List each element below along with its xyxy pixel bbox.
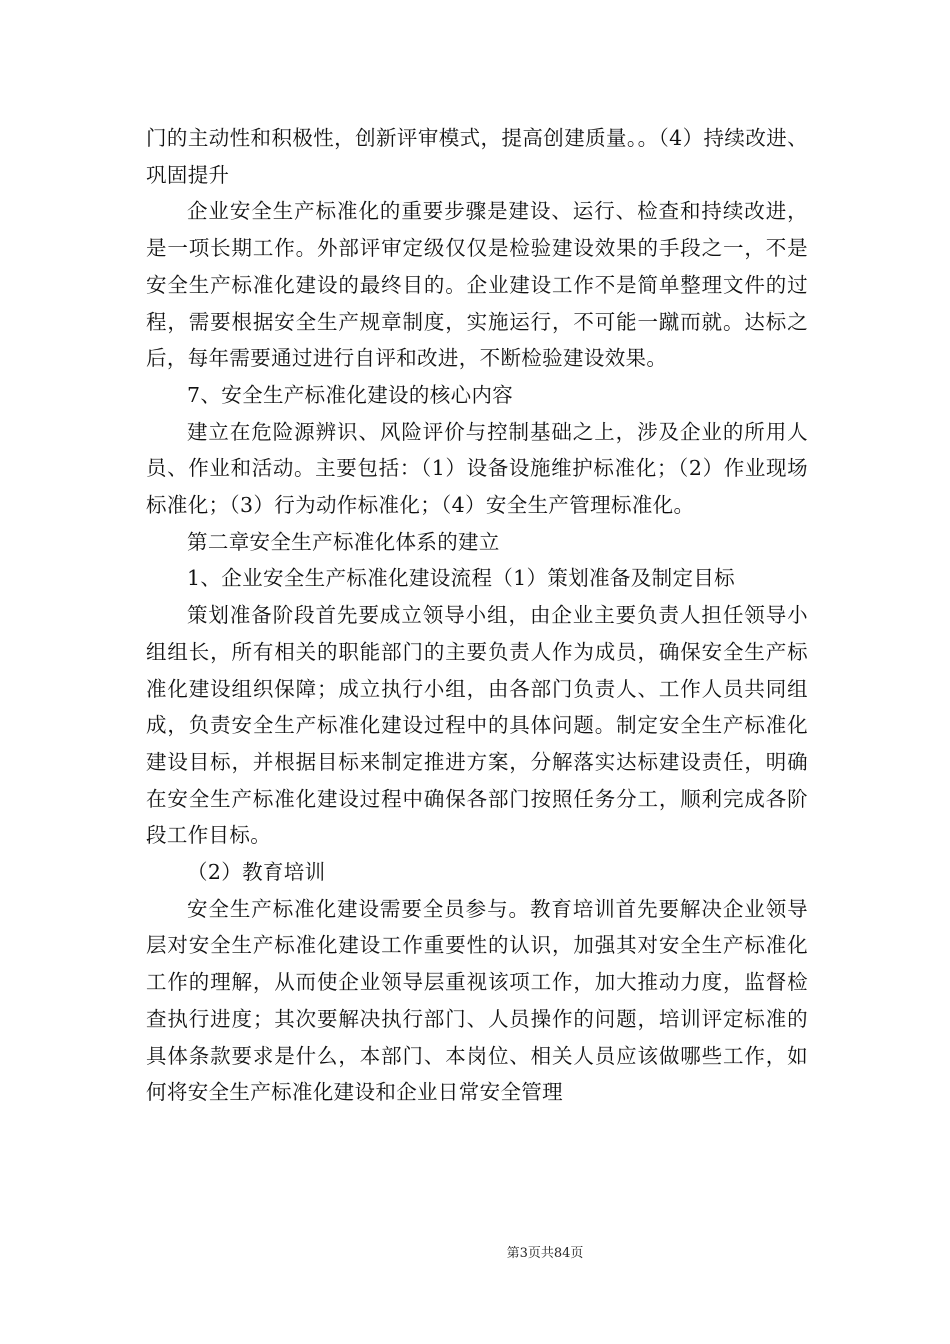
section-heading-core-content: 7、安全生产标准化建设的核心内容: [187, 382, 514, 407]
section-heading-process: 1、企业安全生产标准化建设流程（1）策划准备及制定目标: [187, 566, 736, 591]
subheading-training: （2）教育培训: [187, 860, 326, 885]
paragraph-continuous-improvement: 企业安全生产标准化的重要步骤是建设、运行、检查和持续改进，是一项长期工作。外部评审定级仅仅是检验建设效果的手段之一，不是安全生产标准化建设的最终目的。企业建设工作不是简单整理文件的过程，需要根据安全生产规章制度，实施运行，不可能一蹴而就。达标之后，每年需要通过进行自评和改进，不断检验建设效果。: [146, 199, 808, 371]
paragraph-training: 安全生产标准化建设需要全员参与。教育培训首先要解决企业领导层对安全生产标准化建设工作重要性的认识，加强其对安全生产标准化工作的理解，从而使企业领导层重视该项工作，加大推动力度，监督检查执行进度；其次要解决执行部门、人员操作的问题，培训评定标准的具体条款要求是什么，本部门、本岗位、相关人员应该做哪些工作，如何将安全生产标准化建设和企业日常安全管理: [146, 896, 808, 1105]
paragraph-planning: 策划准备阶段首先要成立领导小组，由企业主要负责人担任领导小组组长，所有相关的职能部门的主要负责人作为成员，确保安全生产标准化建设组织保障；成立执行小组，由各部门负责人、工作人员共同组成，负责安全生产标准化建设过程中的具体问题。制定安全生产标准化建设目标，并根据目标来制定推进方案，分解落实达标建设责任，明确在安全生产标准化建设过程中确保各部门按照任务分工，顺利完成各阶段工作目标。: [146, 603, 808, 848]
paragraph-continuation: 门的主动性和积极性，创新评审模式，提高创建质量。。（4）持续改进、巩固提升: [146, 126, 808, 187]
paragraph-core-content: 建立在危险源辨识、风险评价与控制基础之上，涉及企业的所用人员、作业和活动。主要包括：（1）设备设施维护标准化；（2）作业现场标准化；（3）行为动作标准化；（4）安全生产管理标准化。: [146, 419, 808, 518]
chapter-heading: 第二章安全生产标准化体系的建立: [187, 529, 500, 554]
page-number-footer: 第3页共84页: [506, 1246, 584, 1261]
document-body: [146, 120, 808, 1111]
